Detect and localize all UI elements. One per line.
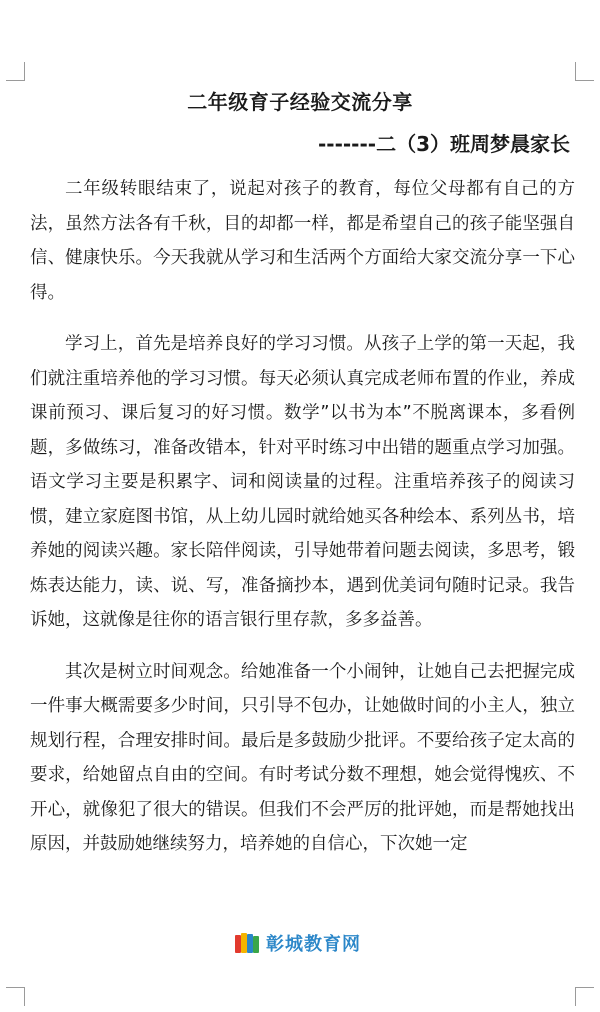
page-corner-mark-top-right xyxy=(575,62,594,81)
document-title: 二年级育子经验交流分享 xyxy=(187,90,413,114)
watermark-text: 彰城教育网 xyxy=(266,934,361,955)
page-corner-mark-top-left xyxy=(6,62,25,81)
page-corner-mark-bottom-right xyxy=(575,987,594,1006)
document-author: -------二（3）班周梦晨家长 xyxy=(317,132,570,156)
book-logo-icon xyxy=(234,931,260,955)
watermark xyxy=(230,928,365,958)
document-body xyxy=(30,172,575,879)
paragraph-time: 其次是树立时间观念。给她准备一个小闹钟，让她自己去把握完成一件事大概需要多少时间，只引导不包办，让她做时间的小主人，独立规划行程，合理安排时间。最后是多鼓励少批评。不要给孩子定太高的要求，给她留点自由的空间。有时考试分数不理想，她会觉得愧疚、不开心，就像犯了很大的错误。但我们不会严厉的批评她，而是帮她找出原因，并鼓励她继续努力，培养她的自信心，下次她一定 xyxy=(30,661,575,854)
paragraph-intro: 二年级转眼结束了，说起对孩子的教育，每位父母都有自己的方法，虽然方法各有千秋，目的却都一样，都是希望自己的孩子能坚强自信、健康快乐。今天我就从学习和生活两个方面给大家交流分享一下心得。 xyxy=(30,179,575,303)
paragraph-study: 学习上，首先是培养良好的学习习惯。从孩子上学的第一天起，我们就注重培养他的学习习惯。每天必须认真完成老师布置的作业，养成课前预习、课后复习的好习惯。数学”以书为本”不脱离课本，多看例题，多做练习，准备改错本，针对平时练习中出错的题重点学习加强。语文学习主要是积累字、词和阅读量的过程。注重培养孩子的阅读习惯，建立家庭图书馆，从上幼儿园时就给她买各种绘本、系列丛书，培养她的阅读兴趣。家长陪伴阅读，引导她带着问题去阅读，多思考，锻炼表达能力，读、说、写，准备摘抄本，遇到优美词句随时记录。我告诉她，这就像是往你的语言银行里存款，多多益善。 xyxy=(30,334,575,630)
page-corner-mark-bottom-left xyxy=(6,987,25,1006)
